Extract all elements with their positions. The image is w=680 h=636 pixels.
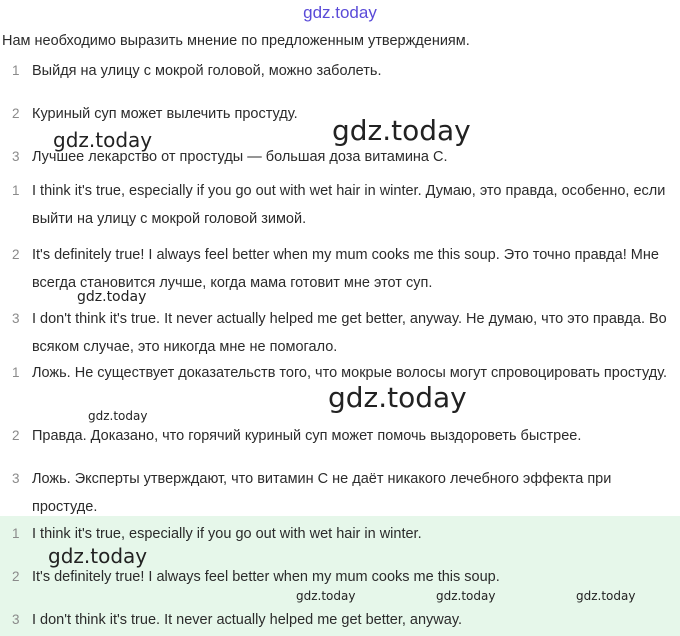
item-number: 2 bbox=[12, 428, 20, 443]
watermark: gdz.today bbox=[576, 589, 636, 603]
statement-item bbox=[0, 57, 676, 85]
item-text: It's definitely true! I always feel better when my mum cooks me this soup. bbox=[32, 569, 500, 585]
item-text: Ложь. Эксперты утверждают, что витамин C не даёт никакого лечебного эффекта при простуде. bbox=[32, 471, 612, 515]
item-text: I don't think it's true. It never actually helped me get better, anyway. Не думаю, что это правда. Во всяком случае, это никогда мне не помогало. bbox=[32, 311, 667, 355]
item-number: 3 bbox=[12, 471, 20, 486]
item-text: I think it's true, especially if you go out with wet hair in winter. Думаю, это правда, особенно, если выйти на улицу с мокрой головой зимой. bbox=[32, 183, 666, 227]
watermark: gdz.today bbox=[88, 409, 148, 423]
item-text: I think it's true, especially if you go out with wet hair in winter. bbox=[32, 526, 422, 542]
item-number: 2 bbox=[12, 106, 20, 121]
site-header-watermark: gdz.today bbox=[303, 3, 377, 22]
item-number: 3 bbox=[12, 149, 20, 164]
opinion-item bbox=[0, 305, 676, 361]
item-number: 2 bbox=[12, 247, 20, 262]
fact-item bbox=[0, 465, 676, 521]
item-text: Выйдя на улицу с мокрой головой, можно заболеть. bbox=[32, 63, 382, 79]
fact-item bbox=[0, 422, 676, 450]
item-number: 3 bbox=[12, 612, 20, 627]
item-number: 1 bbox=[12, 365, 20, 380]
watermark: gdz.today bbox=[77, 289, 147, 305]
item-number: 1 bbox=[12, 183, 20, 198]
item-text: I don't think it's true. It never actually helped me get better, anyway. bbox=[32, 612, 463, 628]
watermark: gdz.today bbox=[436, 589, 496, 603]
watermark: gdz.today bbox=[328, 381, 467, 414]
item-text: Лучшее лекарство от простуды — большая доза витамина C. bbox=[32, 149, 448, 165]
item-text: Ложь. Не существует доказательств того, что мокрые волосы могут спровоцировать простуду. bbox=[32, 365, 668, 381]
watermark: gdz.today bbox=[48, 544, 148, 568]
item-number: 2 bbox=[12, 569, 20, 584]
item-text: Куриный суп может вылечить простуду. bbox=[32, 106, 298, 122]
watermark: gdz.today bbox=[53, 128, 153, 152]
watermark: gdz.today bbox=[296, 589, 356, 603]
item-number: 3 bbox=[12, 311, 20, 326]
watermark: gdz.today bbox=[332, 114, 471, 147]
item-number: 1 bbox=[12, 526, 20, 541]
item-text: Правда. Доказано, что горячий куриный суп может помочь выздороветь быстрее. bbox=[32, 428, 582, 444]
intro-text: Нам необходимо выразить мнение по предложенным утверждениям. bbox=[2, 33, 470, 49]
item-text: It's definitely true! I always feel better when my mum cooks me this soup. Это точно правда! Мне всегда становится лучше, когда мама готовит мне этот суп. bbox=[32, 247, 659, 291]
answer-item bbox=[0, 606, 676, 634]
item-number: 1 bbox=[12, 63, 20, 78]
opinion-item bbox=[0, 177, 676, 233]
